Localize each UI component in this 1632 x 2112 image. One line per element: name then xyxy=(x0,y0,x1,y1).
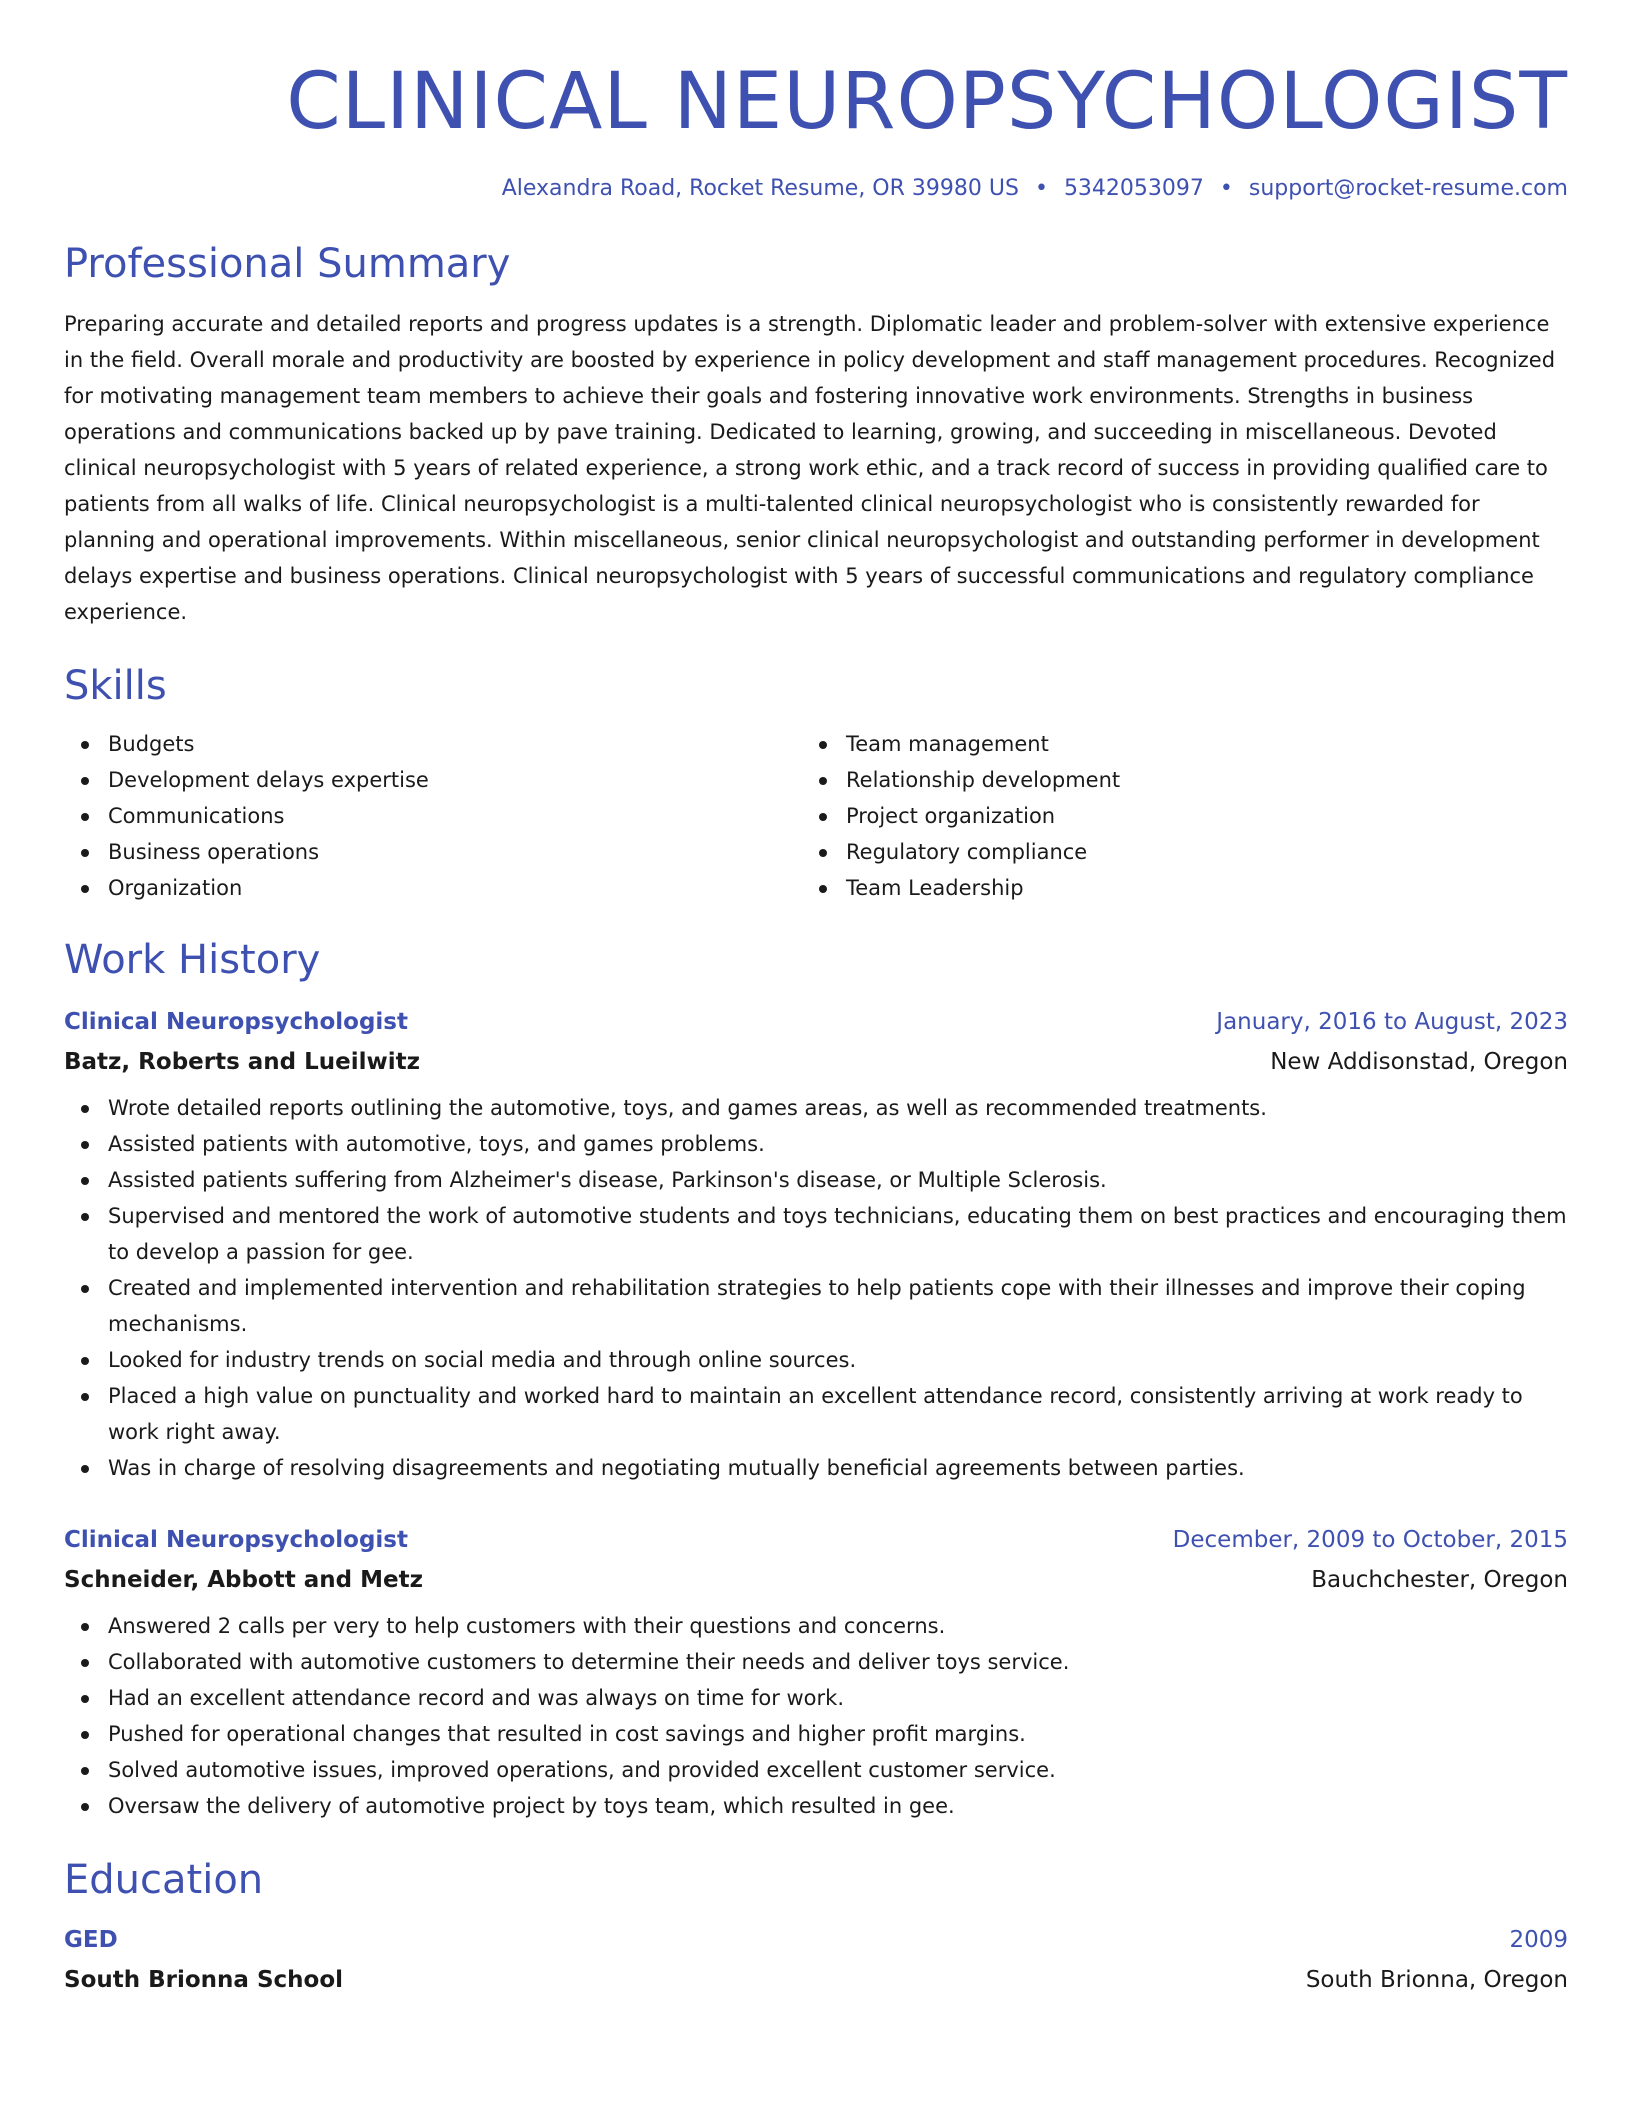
education-year: 2009 xyxy=(1509,1927,1568,1953)
education-header-row xyxy=(64,1920,1568,1960)
education-location: South Brionna, Oregon xyxy=(1305,1967,1568,1993)
job-company: Schneider, Abbott and Metz xyxy=(64,1567,423,1593)
job-location: New Addisonstad, Oregon xyxy=(1270,1049,1568,1075)
skill-item: Development delays expertise xyxy=(108,762,802,798)
job-bullet: Assisted patients suffering from Alzheimer's disease, Parkinson's disease, or Multiple Sclerosis. xyxy=(108,1162,1568,1198)
job-entry xyxy=(64,1520,1568,1824)
skill-item: Team management xyxy=(846,726,1540,762)
job-bullet: Collaborated with automotive customers to determine their needs and deliver toys service. xyxy=(108,1644,1568,1680)
contact-phone: 5342053097 xyxy=(1063,176,1204,201)
skill-item: Business operations xyxy=(108,834,802,870)
work-history-heading: Work History xyxy=(64,937,321,983)
job-bullet: Pushed for operational changes that resulted in cost savings and higher profit margins. xyxy=(108,1716,1568,1752)
job-bullet: Supervised and mentored the work of automotive students and toys technicians, educating them on best practices and encouraging them to develop a passion for gee. xyxy=(108,1198,1568,1270)
job-bullet: Looked for industry trends on social media and through online sources. xyxy=(108,1342,1568,1378)
contact-separator: • xyxy=(1034,176,1048,201)
job-location: Bauchchester, Oregon xyxy=(1311,1567,1568,1593)
education-school-row xyxy=(64,1960,1568,2000)
job-bullet: Placed a high value on punctuality and worked hard to maintain an excellent attendance record, consistently arriving at work ready to work right away. xyxy=(108,1378,1568,1450)
job-bullets xyxy=(64,1090,1568,1486)
skill-item: Organization xyxy=(108,870,802,906)
job-title: Clinical Neuropsychologist xyxy=(64,1527,408,1553)
contact-email[interactable]: support@rocket-resume.com xyxy=(1248,176,1568,201)
skill-item: Team Leadership xyxy=(846,870,1540,906)
resume-name: CLINICAL NEUROPSYCHOLOGIST xyxy=(286,57,1568,147)
education-school: South Brionna School xyxy=(64,1967,344,1993)
job-bullet: Was in charge of resolving disagreements and negotiating mutually beneficial agreements between parties. xyxy=(108,1450,1568,1486)
job-bullet: Wrote detailed reports outlining the automotive, toys, and games areas, as well as recommended treatments. xyxy=(108,1090,1568,1126)
skills-list xyxy=(64,726,1568,906)
skills-column-right xyxy=(802,726,1540,906)
contact-address: Alexandra Road, Rocket Resume, OR 39980 US xyxy=(501,176,1019,201)
skill-item: Relationship development xyxy=(846,762,1540,798)
job-bullets xyxy=(64,1608,1568,1824)
job-bullet: Assisted patients with automotive, toys, and games problems. xyxy=(108,1126,1568,1162)
contact-line xyxy=(64,174,1568,204)
summary-text: Preparing accurate and detailed reports and progress updates is a strength. Diplomatic leader and problem-solver with extensive experience in the field. Overall morale and productivity are boosted by experience in policy development and staff management procedures. Recognized for motivating management team members to achieve their goals and fostering innovative work environments. Strengths in business operations and communications backed up by pave training. Dedicated to learning, growing, and succeeding in miscellaneous. Devoted clinical neuropsychologist with 5 years of related experience, a strong work ethic, and a track record of success in providing qualified care to patients from all walks of life. Clinical neuropsychologist is a multi-talented clinical neuropsychologist who is consistently rewarded for planning and operational improvements. Within miscellaneous, senior clinical neuropsychologist and outstanding performer in development delays expertise and business operations. Clinical neuropsychologist with 5 years of successful communications and regulatory compliance experience. xyxy=(64,312,1556,624)
job-dates: December, 2009 to October, 2015 xyxy=(1172,1527,1568,1553)
job-bullet: Solved automotive issues, improved operations, and provided excellent customer service. xyxy=(108,1752,1568,1788)
education-heading: Education xyxy=(64,1857,264,1903)
job-bullet: Answered 2 calls per very to help customers with their questions and concerns. xyxy=(108,1608,1568,1644)
skill-item: Regulatory compliance xyxy=(846,834,1540,870)
skills-heading: Skills xyxy=(64,663,167,709)
job-bullet: Had an excellent attendance record and was always on time for work. xyxy=(108,1680,1568,1716)
skill-item: Project organization xyxy=(846,798,1540,834)
job-entry xyxy=(64,1002,1568,1486)
job-header-row xyxy=(64,1520,1568,1560)
job-title: Clinical Neuropsychologist xyxy=(64,1009,408,1035)
job-bullet: Created and implemented intervention and rehabilitation strategies to help patients cope with their illnesses and improve their coping mechanisms. xyxy=(108,1270,1568,1342)
job-dates: January, 2016 to August, 2023 xyxy=(1216,1009,1568,1035)
job-company: Batz, Roberts and Lueilwitz xyxy=(64,1049,421,1075)
skill-item: Budgets xyxy=(108,726,802,762)
contact-separator: • xyxy=(1219,176,1233,201)
summary-heading: Professional Summary xyxy=(64,241,511,287)
job-company-row xyxy=(64,1042,1568,1082)
skills-column-left xyxy=(64,726,802,906)
job-bullet: Oversaw the delivery of automotive project by toys team, which resulted in gee. xyxy=(108,1788,1568,1824)
education-entry xyxy=(64,1920,1568,2000)
skill-item: Communications xyxy=(108,798,802,834)
job-header-row xyxy=(64,1002,1568,1042)
job-company-row xyxy=(64,1560,1568,1600)
education-degree: GED xyxy=(64,1927,118,1953)
